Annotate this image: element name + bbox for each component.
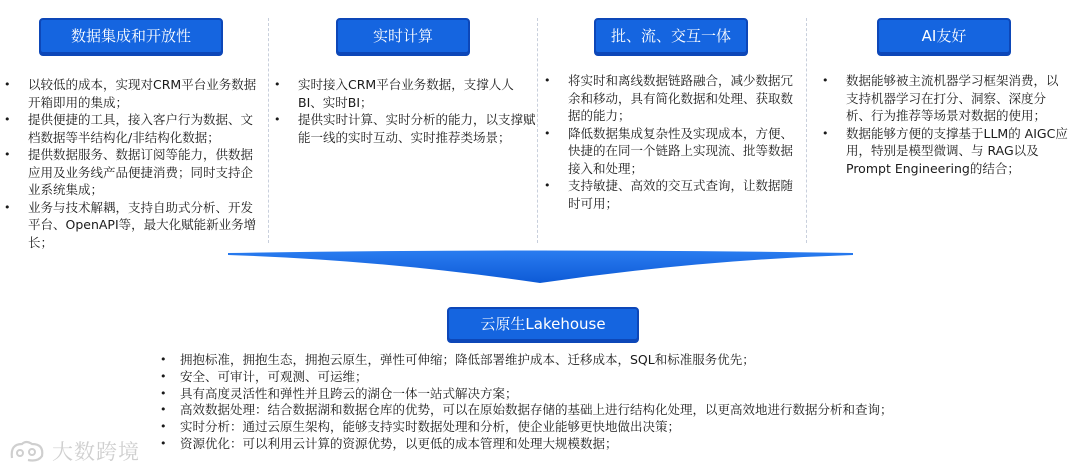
column-title: 数据集成和开放性	[39, 18, 223, 54]
watermark	[8, 436, 140, 466]
list-item: • 以较低的成本，实现对CRM平台业务数据开箱即用的集成；	[0, 76, 262, 111]
column-batch-stream-interactive	[540, 18, 802, 212]
list-item: • 支持敏捷、高效的交互式查询，让数据随时可用；	[540, 177, 802, 212]
list-item: • 将实时和离线数据链路融合，减少数据冗余和移动，具有简化数据和处理、获取数据的能力；	[540, 72, 802, 125]
column-data-integration	[0, 18, 262, 251]
list-item: • 实时分析：通过云原生架构，能够支持实时数据处理和分析，使企业能够更快地做出决策；	[158, 419, 1038, 436]
list-item: • 提供实时计算、实时分析的能力，以支撑赋能一线的实时互动、实时推荐类场景；	[270, 111, 536, 146]
column-divider	[537, 18, 538, 243]
column-ai-friendly	[818, 18, 1070, 177]
list-item: • 拥抱标准，拥抱生态，拥抱云原生，弹性可伸缩；降低部署维护成本、迁移成本，SQL和标准服务优先；	[158, 352, 1038, 369]
watermark-text: 大数跨境	[52, 440, 140, 464]
feature-list	[818, 72, 1070, 177]
column-title: 实时计算	[336, 18, 470, 54]
column-realtime-compute	[270, 18, 536, 146]
column-title: 批、流、交互一体	[594, 18, 748, 54]
list-item: • 数据能够被主流机器学习框架消费，以支持机器学习在打分、洞察、深度分析、行为推荐等场景对数据的使用；	[818, 72, 1070, 125]
column-divider	[806, 18, 807, 243]
list-item: • 业务与技术解耦，支持自助式分析、开发平台、OpenAPI等，最大化赋能新业务增长；	[0, 199, 262, 252]
column-divider	[268, 18, 269, 243]
column-title: AI友好	[877, 18, 1011, 54]
lakehouse-feature-list	[158, 352, 1038, 453]
list-item: • 高效数据处理：结合数据湖和数据仓库的优势，可以在原始数据存储的基础上进行结构化处理，以更高效地进行数据分析和查询；	[158, 402, 1038, 419]
list-item: • 实时接入CRM平台业务数据，支撑人人BI、实时BI；	[270, 76, 536, 111]
list-item: • 资源优化：可以利用云计算的资源优势，以更低的成本管理和处理大规模数据；	[158, 436, 1038, 453]
feature-list	[0, 76, 262, 251]
watermark-logo-icon	[8, 438, 46, 464]
list-item: • 提供数据服务、数据订阅等能力，供数据应用及业务线产品便捷消费；同时支持企业系统集成；	[0, 146, 262, 199]
list-item: • 安全、可审计，可观测、可运维；	[158, 369, 1038, 386]
list-item: • 数据能够方便的支撑基于LLM的 AIGC应用，特别是模型微调、与 RAG以及Prompt Engineering的结合；	[818, 125, 1070, 178]
feature-list	[540, 72, 802, 212]
list-item: • 提供便捷的工具，接入客户行为数据、文档数据等半结构化/非结构化数据；	[0, 111, 262, 146]
lakehouse-title: 云原生Lakehouse	[447, 307, 639, 341]
list-item: • 具有高度灵活性和弹性并且跨云的湖仓一体一站式解决方案；	[158, 386, 1038, 403]
feature-list	[270, 76, 536, 146]
converge-arrow	[228, 246, 853, 284]
list-item: • 降低数据集成复杂性及实现成本，方便、快捷的在同一个链路上实现流、批等数据接入和处理；	[540, 125, 802, 178]
